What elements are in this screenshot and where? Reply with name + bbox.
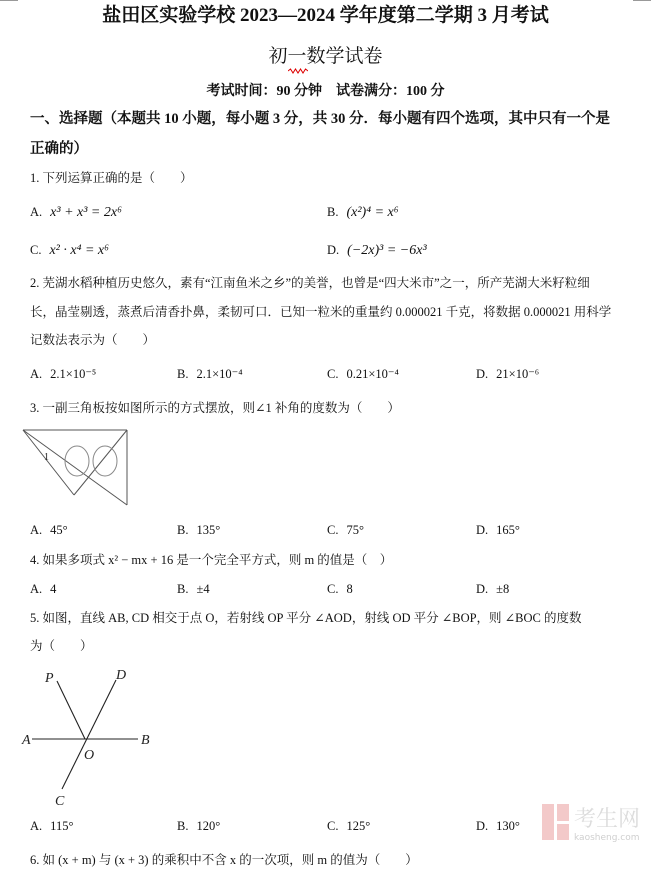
option-value: ±4 bbox=[196, 582, 210, 596]
option-letter: A. bbox=[30, 582, 43, 596]
q4-option-c[interactable] bbox=[327, 581, 353, 597]
q4-option-a[interactable] bbox=[30, 581, 56, 597]
option-value: 75° bbox=[346, 523, 364, 537]
option-letter: D. bbox=[476, 523, 489, 537]
q3-option-c[interactable] bbox=[327, 522, 364, 538]
option-letter: B. bbox=[177, 367, 189, 381]
q1-option-a[interactable] bbox=[30, 204, 122, 221]
option-value: 125° bbox=[346, 819, 371, 833]
option-letter: A. bbox=[30, 205, 43, 219]
option-value: 115° bbox=[50, 819, 74, 833]
exam-info: 考试时间：90 分钟 试卷满分：100 分 bbox=[206, 84, 445, 99]
option-letter: D. bbox=[476, 582, 489, 596]
exam-title: 盐田区实验学校 2023—2024 学年度第二学期 3 月考试 bbox=[102, 5, 549, 26]
watermark-name: 考生网 bbox=[574, 807, 641, 832]
q2-option-d[interactable] bbox=[476, 366, 539, 382]
q4-option-d[interactable] bbox=[476, 581, 509, 597]
question-2-stem: 记数法表示为（ ） bbox=[30, 333, 156, 347]
angle-1-label: 1 bbox=[44, 452, 49, 463]
intersecting-lines-figure bbox=[0, 665, 200, 810]
option-letter: A. bbox=[30, 523, 43, 537]
q4-option-b[interactable] bbox=[177, 581, 210, 597]
page-corner-mark bbox=[633, 0, 651, 1]
q3-option-a[interactable] bbox=[30, 522, 68, 538]
option-letter: D. bbox=[476, 367, 489, 381]
option-value: (x²)⁴ = x⁶ bbox=[346, 205, 399, 220]
kaosheng-watermark bbox=[542, 798, 648, 853]
q3-option-d[interactable] bbox=[476, 522, 520, 538]
option-value: 2.1×10⁻⁴ bbox=[196, 367, 243, 381]
option-letter: C. bbox=[30, 243, 42, 257]
point-c-label: C bbox=[55, 794, 65, 809]
question-6-stem: 6. 如 (x + m) 与 (x + 3) 的乘积中不含 x 的一次项，则 m 的值为（ ） bbox=[30, 853, 418, 867]
option-value: x³ + x³ = 2x⁶ bbox=[50, 205, 122, 220]
kaosheng-logo-icon bbox=[542, 798, 648, 848]
option-letter: C. bbox=[327, 367, 339, 381]
point-d-label: D bbox=[116, 668, 127, 683]
set-square-figure bbox=[0, 420, 140, 520]
point-b-label: B bbox=[141, 733, 150, 748]
point-p-label: P bbox=[45, 671, 54, 686]
option-letter: A. bbox=[30, 819, 43, 833]
option-letter: B. bbox=[177, 819, 189, 833]
option-value: 4 bbox=[50, 582, 57, 596]
option-value: 8 bbox=[346, 582, 353, 596]
section-heading: 一、选择题（本题共 10 小题，每小题 3 分，共 30 分．每小题有四个选项，其中只有一个是 bbox=[30, 111, 610, 127]
point-a-label: A bbox=[22, 733, 31, 748]
question-2-stem: 2. 芜湖水稻种植历史悠久，素有“江南鱼米之乡”的美誉，也曾是“四大米市”之一，所产芜湖大米籽粒细 bbox=[30, 276, 590, 290]
watermark-url: kaosheng.com bbox=[574, 833, 640, 843]
option-value: (−2x)³ = −6x³ bbox=[347, 243, 427, 258]
option-value: 165° bbox=[496, 523, 520, 537]
option-value: 130° bbox=[496, 819, 520, 833]
exam-subtitle: 初一数学试卷 bbox=[268, 46, 383, 67]
option-letter: A. bbox=[30, 367, 43, 381]
option-value: ±8 bbox=[496, 582, 510, 596]
option-letter: B. bbox=[177, 582, 189, 596]
q2-option-a[interactable] bbox=[30, 366, 96, 382]
option-value: 0.21×10⁻⁴ bbox=[346, 367, 399, 381]
option-value: 2.1×10⁻⁵ bbox=[50, 367, 97, 381]
option-value: 135° bbox=[196, 523, 221, 537]
q5-option-d[interactable] bbox=[476, 818, 520, 834]
option-letter: C. bbox=[327, 819, 339, 833]
option-value: 120° bbox=[196, 819, 221, 833]
q5-option-a[interactable] bbox=[30, 818, 73, 834]
question-5-stem: 为（ ） bbox=[30, 639, 93, 653]
option-value: 21×10⁻⁶ bbox=[496, 367, 540, 381]
question-2-stem: 长，晶莹剔透，蒸煮后清香扑鼻，柔韧可口．已知一粒米的重量约 0.000021 千克，将数据 0.000021 用科学 bbox=[30, 305, 612, 319]
point-o-label: O bbox=[84, 748, 95, 763]
q5-option-c[interactable] bbox=[327, 818, 370, 834]
page-corner-mark bbox=[0, 0, 18, 1]
q1-option-d[interactable] bbox=[327, 242, 427, 259]
question-4-stem: 4. 如果多项式 x² − mx + 16 是一个完全平方式，则 m 的值是（ ） bbox=[30, 553, 393, 567]
option-letter: C. bbox=[327, 523, 339, 537]
q1-option-b[interactable] bbox=[327, 204, 399, 221]
q2-option-c[interactable] bbox=[327, 366, 399, 382]
option-letter: D. bbox=[476, 819, 489, 833]
section-heading-cont: 正确的） bbox=[30, 141, 88, 157]
q2-option-b[interactable] bbox=[177, 366, 243, 382]
option-letter: B. bbox=[327, 205, 339, 219]
q5-option-b[interactable] bbox=[177, 818, 220, 834]
option-letter: C. bbox=[327, 582, 339, 596]
option-letter: B. bbox=[177, 523, 189, 537]
question-1-stem: 1. 下列运算正确的是（ ） bbox=[30, 171, 193, 185]
option-letter: D. bbox=[327, 243, 340, 257]
q3-option-b[interactable] bbox=[177, 522, 220, 538]
option-value: x² · x⁴ = x⁶ bbox=[49, 243, 109, 258]
q1-option-c[interactable] bbox=[30, 242, 109, 259]
spellcheck-squiggle bbox=[288, 68, 308, 74]
option-value: 45° bbox=[50, 523, 68, 537]
question-3-stem: 3. 一副三角板按如图所示的方式摆放，则∠1 补角的度数为（ ） bbox=[30, 401, 400, 415]
question-5-stem: 5. 如图，直线 AB, CD 相交于点 O，若射线 OP 平分 ∠AOD，射线 OD 平分 ∠BOP，则 ∠BOC 的度数 bbox=[30, 611, 582, 625]
